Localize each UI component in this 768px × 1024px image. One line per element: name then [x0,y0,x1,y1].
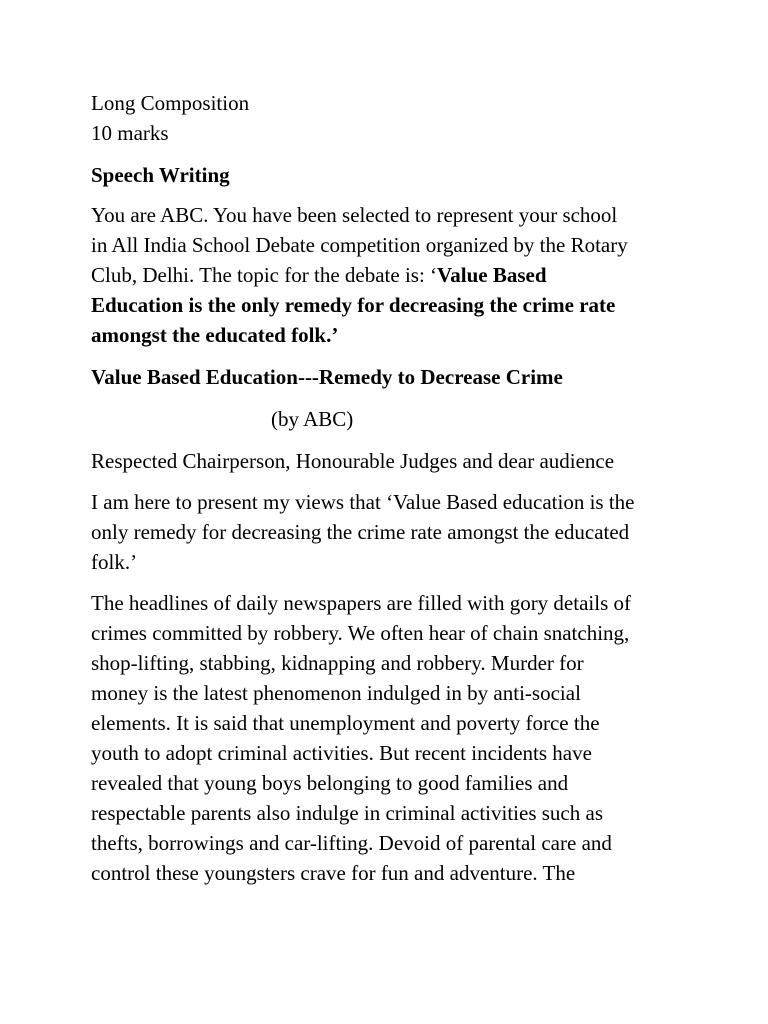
section-title [91,160,691,190]
body-line: elements. It is said that unemployment and poverty force the [91,711,600,735]
intro-paragraph [91,487,691,577]
speech-title-text: Value Based Education---Remedy to Decrease Crime [91,365,563,389]
header-block [91,88,691,148]
body-line: control these youngsters crave for fun and adventure. The [91,861,576,885]
salutation [91,446,691,476]
prompt-paragraph [91,200,691,350]
body-line: shop-lifting, stabbing, kidnapping and robbery. Murder for [91,651,584,675]
speech-title [91,362,691,392]
prompt-line [91,260,691,290]
intro-line: folk.’ [91,550,138,574]
composition-type: Long Composition [91,91,250,115]
body-line: youth to adopt criminal activities. But recent incidents have [91,741,592,765]
prompt-line-text: Club, Delhi. The topic for the debate is: ‘ [91,263,438,287]
marks-label: 10 marks [91,121,169,145]
body-line: The headlines of daily newspapers are filled with gory details of [91,591,631,615]
body-line: crimes committed by robbery. We often hear of chain snatching, [91,621,630,645]
debate-topic-line: amongst the educated folk.’ [91,323,339,347]
section-title-text: Speech Writing [91,163,230,187]
debate-topic-line: Education is the only remedy for decreasing the crime rate [91,293,616,317]
debate-topic-text: Value Based [437,263,547,287]
body-line: respectable parents also indulge in criminal activities such as [91,801,603,825]
prompt-line: You are ABC. You have been selected to represent your school [91,203,618,227]
prompt-line: in All India School Debate competition organized by the Rotary [91,233,628,257]
body-line: revealed that young boys belonging to good families and [91,771,569,795]
intro-line: I am here to present my views that ‘Value Based education is the [91,490,635,514]
intro-line: only remedy for decreasing the crime rate amongst the educated [91,520,630,544]
salutation-text: Respected Chairperson, Honourable Judges and dear audience [91,449,615,473]
byline [91,404,691,434]
body-line: money is the latest phenomenon indulged in by anti-social [91,681,581,705]
body-paragraph [91,588,691,888]
body-line: thefts, borrowings and car-lifting. Devoid of parental care and [91,831,612,855]
byline-text: (by ABC) [271,407,354,431]
document-page [91,88,691,888]
